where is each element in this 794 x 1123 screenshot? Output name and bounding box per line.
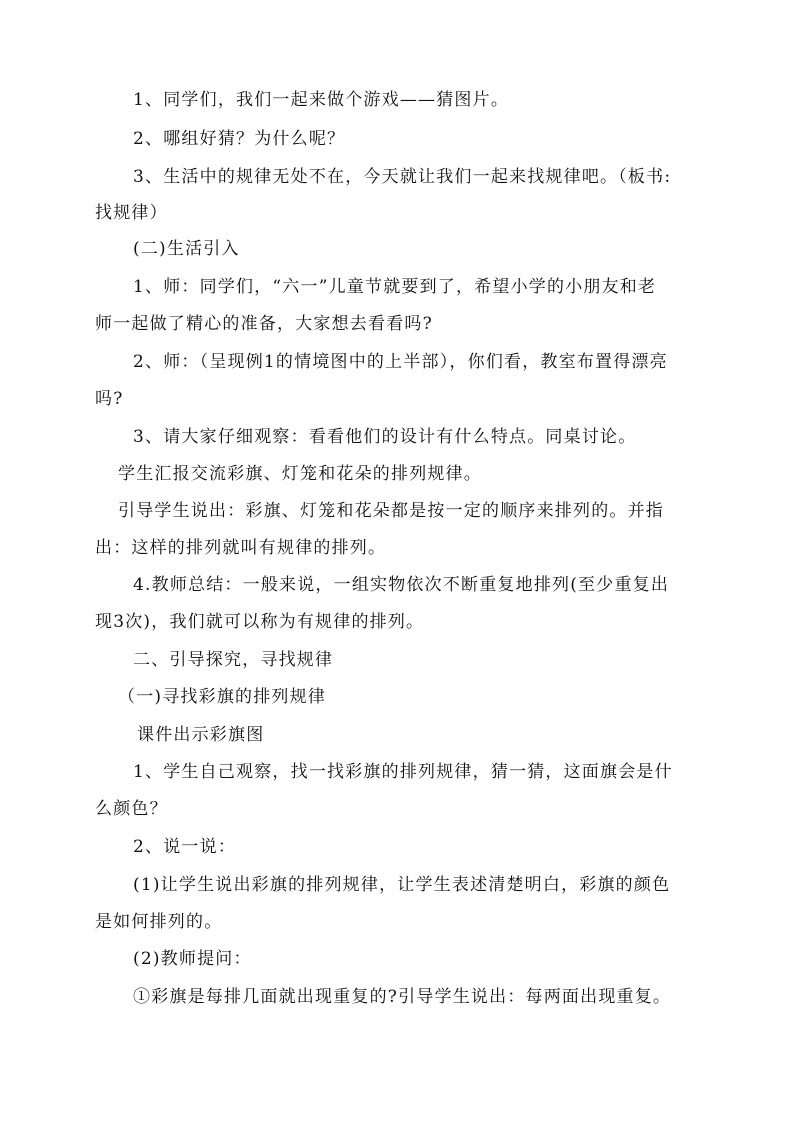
text-line-23: 是如何排列的。 bbox=[95, 912, 223, 932]
text-line-19: 1、学生自己观察，找一找彩旗的排列规律，猜一猜，这面旗会是什 bbox=[133, 762, 673, 782]
text-line-7: 师一起做了精心的准备，大家想去看看吗? bbox=[95, 314, 433, 334]
text-line-20: 么颜色？ bbox=[95, 799, 168, 819]
text-line-10: 3、请大家仔细观察：看看他们的设计有什么特点。同桌讨论。 bbox=[133, 427, 637, 447]
text-line-15: 现3次)，我们就可以称为有规律的排列。 bbox=[95, 612, 425, 632]
text-line-24: (2)教师提问： bbox=[133, 949, 252, 969]
text-line-22: (1)让学生说出彩旗的排列规律，让学生表述清楚明白，彩旗的颜色 bbox=[133, 875, 671, 895]
subsection-heading-flags: （一)寻找彩旗的排列规律 bbox=[118, 687, 327, 707]
text-line-8: 2、师：（呈现例1的情境图中的上半部），你们看，教室布置得漂亮 bbox=[133, 352, 668, 372]
text-line-4: 找规律） bbox=[95, 203, 168, 223]
text-line-1: 1、同学们，我们一起来做个游戏——猜图片。 bbox=[133, 90, 510, 110]
text-line-21: 2、说一说： bbox=[133, 837, 237, 857]
text-line-13: 出：这样的排列就叫有规律的排列。 bbox=[95, 538, 387, 558]
text-line-2: 2、哪组好猜？为什么呢？ bbox=[133, 129, 346, 149]
text-line-6: 1、师：同学们，“六一”儿童节就要到了，希望小学的小朋友和老 bbox=[133, 277, 657, 297]
text-line-18: 课件出示彩旗图 bbox=[137, 725, 265, 745]
text-line-3: 3、生活中的规律无处不在，今天就让我们一起来找规律吧。（板书: bbox=[133, 167, 672, 187]
text-line-9: 吗? bbox=[95, 389, 124, 409]
text-line-11: 学生汇报交流彩旗、灯笼和花朵的排列规律。 bbox=[118, 464, 482, 484]
text-line-12: 引导学生说出：彩旗、灯笼和花朵都是按一定的顺序来排列的。并指 bbox=[118, 501, 664, 521]
section-heading-life-intro: (二)生活引入 bbox=[133, 239, 240, 259]
text-line-25: ①彩旗是每排几面就出现重复的?引导学生说出：每两面出现重复。 bbox=[133, 987, 672, 1007]
text-line-14: 4.教师总结：一般来说，一组实物依次不断重复地排列(至少重复出 bbox=[133, 575, 670, 595]
section-heading-explore: 二、引导探究，寻找规律 bbox=[133, 650, 334, 670]
